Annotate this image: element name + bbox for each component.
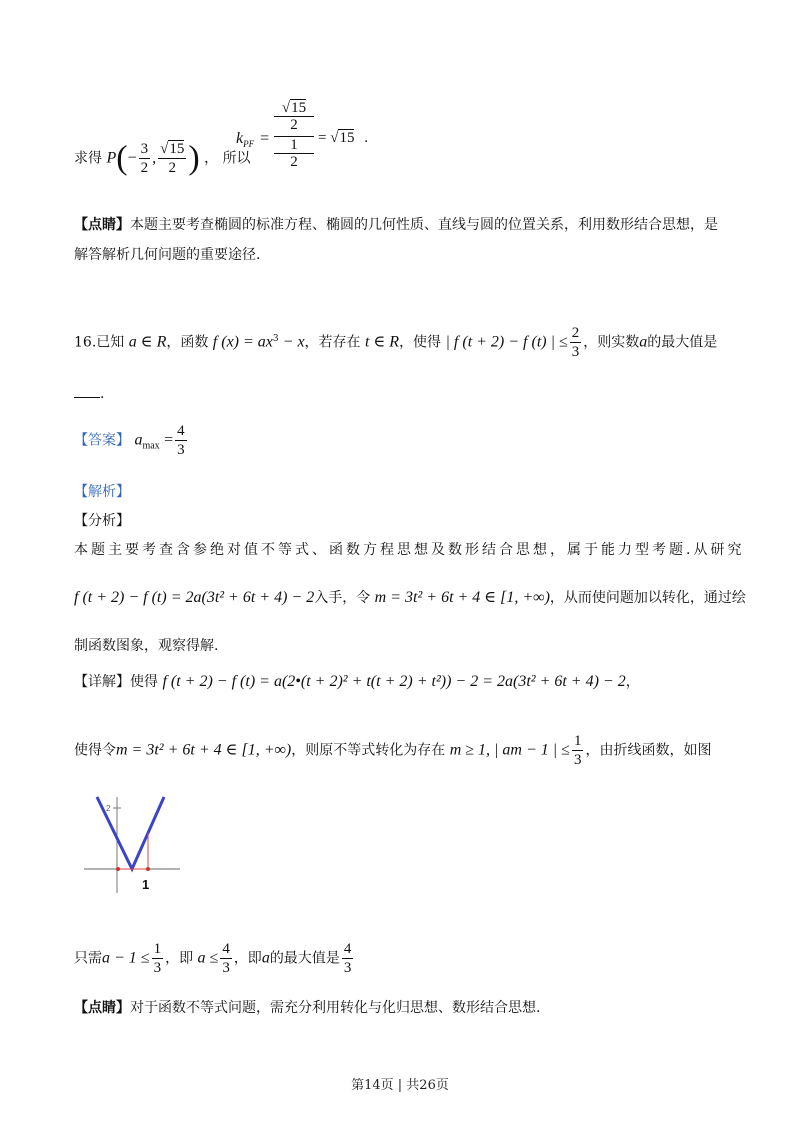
fenxi-line-2: f (t + 2) − f (t) = 2a(3t² + 6t + 4) − 2入手，令 m = 3t² + 6t + 4 ∈ [1, +∞)，从而使问题加以转化，通过绘 bbox=[74, 589, 746, 606]
fenxi-line-1: 本题主要考查含参绝对值不等式、函数方程思想及数形结合思想，属于能力型考题.从研究 bbox=[74, 542, 745, 558]
fenxi-tag-line bbox=[74, 511, 130, 531]
question-16: 16.已知 a ∈ R，函数 f $(x) = ax^3 - x$，若存在 t ∈ R，使得 | f (t + 2) − f (t) | ≤ $\frac{2}{3}$ ，则实数a的最大值是 bbox=[74, 325, 718, 360]
fraction: $\frac{4}{3}$ bbox=[222, 941, 230, 976]
fenxi-tag: 【分析】 bbox=[74, 513, 130, 529]
fraction: $\frac{√15}{2}$ bbox=[160, 141, 185, 176]
fraction: $\frac{2}{3}$ bbox=[571, 325, 580, 360]
detail-line-2: 使得令m = 3t² + 6t + 4 ∈ [1, +∞)，则原不等式转化为存在 m ≥ 1, | am − 1 | ≤ $\frac{1}{3}$ ，由折线函数，如图 bbox=[74, 733, 712, 768]
fraction: $\frac{3}{2}$ bbox=[140, 141, 149, 176]
answer-tag: 【答案】 bbox=[74, 432, 130, 449]
fraction: $\frac{1}{3}$ bbox=[573, 733, 582, 768]
fraction: $\frac{4}{3}$ bbox=[177, 423, 185, 458]
answer-blank bbox=[74, 397, 100, 398]
note-line-2: 解答解析几何问题的重要途径. bbox=[74, 247, 261, 263]
abs-value-graph bbox=[82, 795, 182, 895]
page-footer: 第14页 | 共26页 bbox=[351, 1078, 449, 1093]
fenxi-line-3: 制函数图象，观察得解. bbox=[74, 638, 219, 654]
note-tag: 【点睛】 bbox=[74, 1000, 130, 1016]
point bbox=[116, 867, 120, 871]
fraction: $\frac{4}{3}$ bbox=[343, 941, 352, 976]
y-tick-label: 2 bbox=[106, 804, 111, 813]
detail-tag: 【详解】 bbox=[74, 674, 130, 690]
analysis-tag: 【解析】 bbox=[74, 484, 130, 500]
conclusion-line: 只需a − 1 ≤ $\frac{1}{3}$ ，即 a ≤ $\frac{4}{3}$ ，即a的最大值是 $\frac{4}{3}$ bbox=[74, 941, 352, 976]
note-line-1: 【点睛】本题主要考查椭圆的标准方程、椭圆的几何性质、直线与圆的位置关系，利用数形结合思想，是 bbox=[74, 217, 718, 233]
analysis-tag-line bbox=[74, 482, 130, 502]
answer-line: 【答案】 $a_{max}$ = $\frac{4}{3}$ bbox=[74, 423, 185, 458]
detail-line-1: 【详解】使得 f (t + 2) − f (t) = a(2•(t + 2)² + t(t + 2) + t²)) − 2 = 2a(3t² + 6t + 4) − 2， bbox=[74, 673, 640, 690]
slope-result-line: 求得 P(− $\frac{3}{2}$ , $\frac{√15}{2}$ ) ， 所以 bbox=[74, 139, 251, 177]
note-tag: 【点睛】 bbox=[74, 217, 130, 233]
answer-blank-line: . bbox=[74, 384, 104, 404]
note-line-3: 【点睛】对于函数不等式问题，需充分利用转化与化归思想、数形结合思想. bbox=[74, 1000, 541, 1016]
text: 求得 bbox=[74, 150, 102, 167]
question-number: 16. bbox=[74, 334, 97, 351]
point bbox=[146, 867, 150, 871]
x-tick-label: 1 bbox=[142, 877, 150, 892]
fraction: $\frac{1}{3}$ bbox=[153, 941, 162, 976]
